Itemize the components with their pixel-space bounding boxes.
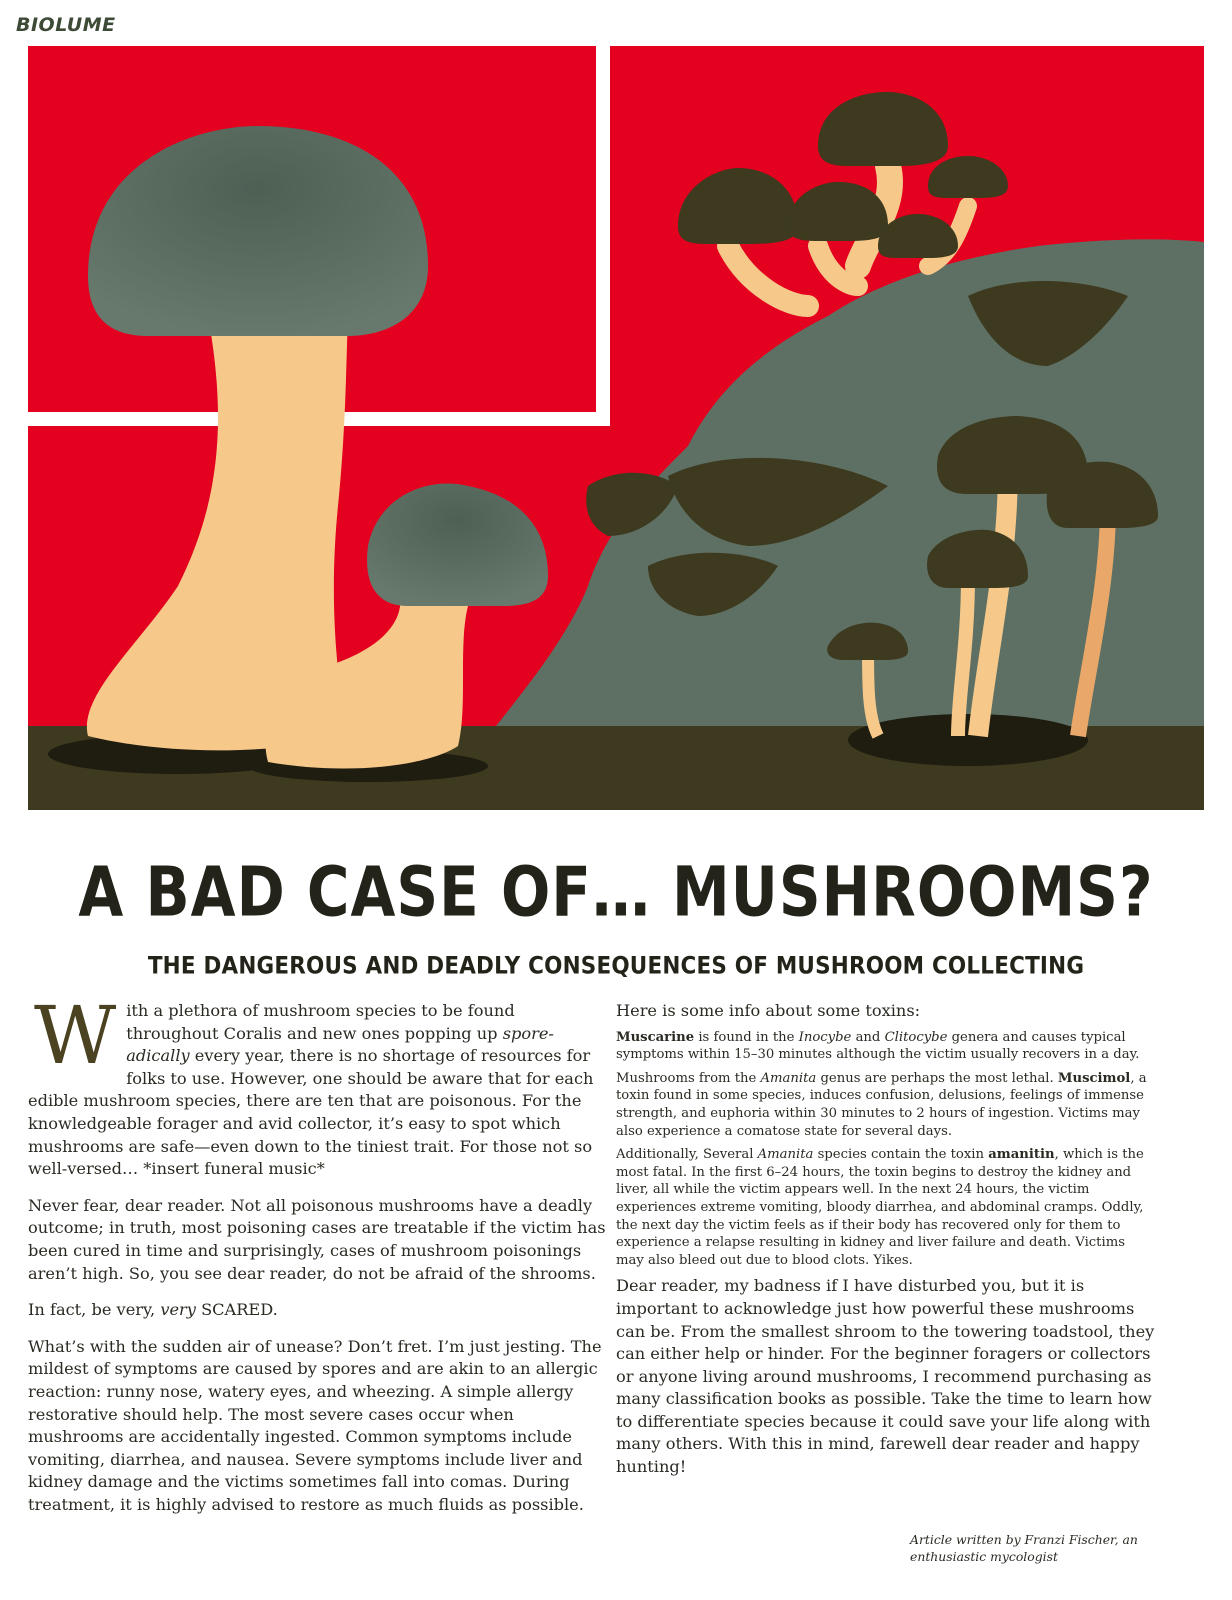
intro-emphasis: spore-adically xyxy=(126,1023,554,1066)
toxin-text: genus are perhaps the most lethal. xyxy=(816,1070,1058,1086)
toxin-text: genera and causes typical symptoms within 15–30 minutes although the victim usually recovers in a day. xyxy=(616,1029,1140,1063)
paragraph-never-fear: Never fear, dear reader. Not all poisonous mushrooms have a deadly outcome; in truth, most poisoning cases are treatable if the victim has been cured in time and surprisingly, cases of mushroom poisonings aren’t high. So, you see dear reader, do not be afraid of the shrooms. xyxy=(28,1195,606,1283)
intro-paragraph xyxy=(28,989,608,1181)
toxin-text: species contain the toxin xyxy=(813,1147,989,1163)
toxin-text: and xyxy=(851,1029,885,1045)
toxin-text: , a toxin found in some species, induces confusion, delusions, feelings of immense strength, and euphoria within 30 minutes to 2 hours of ingestion. Victims may also experience a comatose state for several days. xyxy=(616,1070,1147,1139)
toxin-text: is found in the xyxy=(694,1029,799,1045)
paragraph-symptoms: What’s with the sudden air of unease? Don’t fret. I’m just jesting. The mildest of symptoms are caused by spores and are akin to an allergic reaction: runny nose, watery eyes, and wheezing. A simple allergy restorative should help. The most severe cases occur when mushrooms are accidentally ingested. Common symptoms include vomiting, diarrhea, and nausea. Severe symptoms include liver and kidney damage and the victims sometimes fall into comas. During treatment, it is highly advised to restore as much fluids as possible. xyxy=(28,1336,602,1514)
scared-emphasis: very xyxy=(160,1300,196,1320)
toxin-term: Muscarine xyxy=(616,1029,695,1045)
genus-name: Amanita xyxy=(757,1147,814,1163)
window-frame-vertical xyxy=(596,46,610,418)
page-subtitle: THE DANGEROUS AND DEADLY CONSEQUENCES OF MUSHROOM COLLECTING xyxy=(147,952,1085,980)
toxin-text: , which is the most fatal. In the first 6–24 hours, the toxin begins to destroy the kidney and liver, all while the victim appears well. In the next 24 hours, the victim experiences extreme vomiting, bloody diarrhea, and abdominal cramps. Oddly, the next day the victim feels as if their body has recovered only for them to experience a relapse resulting in kidney and liver failure and death. Victims may also bleed out due to blood clots. Yikes. xyxy=(616,1147,1144,1268)
left-column xyxy=(28,989,608,1516)
intro-text: ith a plethora of mushroom species to be found throughout Coralis and new ones popping up xyxy=(126,1001,515,1043)
mushroom-illustration xyxy=(28,46,1204,810)
scared-text-end: SCARED. xyxy=(195,1300,278,1320)
genus-name: Amanita xyxy=(760,1070,817,1086)
scared-text: In fact, be very, xyxy=(28,1300,161,1320)
masthead-logo: BIOLUME xyxy=(16,14,116,36)
toxin-term: Muscimol xyxy=(1057,1070,1131,1086)
toxin-text: Mushrooms from the xyxy=(616,1070,761,1086)
toxin-muscimol xyxy=(616,1070,1156,1140)
genus-name: Clitocybe xyxy=(884,1029,948,1045)
paragraph-scared xyxy=(28,1299,608,1322)
page-title: A BAD CASE OF… MUSHROOMS? xyxy=(78,852,1154,933)
toxin-term: amanitin xyxy=(988,1147,1055,1163)
toxin-amanitin xyxy=(616,1146,1156,1269)
closing-paragraph: Dear reader, my badness if I have disturbed you, but it is important to acknowledge just how powerful these mushrooms can be. From the smallest shroom to the towering toadstool, they can either help or hinder. For the beginner foragers or collectors or anyone living around mushrooms, I recommend purchasing as many classification books as possible. Take the time to learn how to differentiate species because it could save your life along with many others. With this in mind, farewell dear reader and happy hunting! xyxy=(616,1276,1155,1477)
toxins-intro: Here is some info about some toxins: xyxy=(616,1001,921,1020)
author-credit: Article written by Franzi Fischer, an enthusiastic mycologist xyxy=(910,1532,1138,1564)
genus-name: Inocybe xyxy=(798,1029,852,1045)
right-column xyxy=(616,1000,1156,1479)
toxin-text: Additionally, Several xyxy=(616,1147,758,1163)
drop-cap: W xyxy=(34,989,117,1082)
ground-hole xyxy=(848,714,1088,766)
toxin-muscarine xyxy=(616,1029,1156,1064)
intro-text-cont: every year, there is no shortage of resources for folks to use. However, one should be aware that for each edible mushroom species, there are ten that are poisonous. For the knowledgeable forager and avid collector, it’s easy to spot which mushrooms are safe—even down to the tiniest trait. For those not so well-versed… *insert funeral music* xyxy=(28,1046,594,1179)
